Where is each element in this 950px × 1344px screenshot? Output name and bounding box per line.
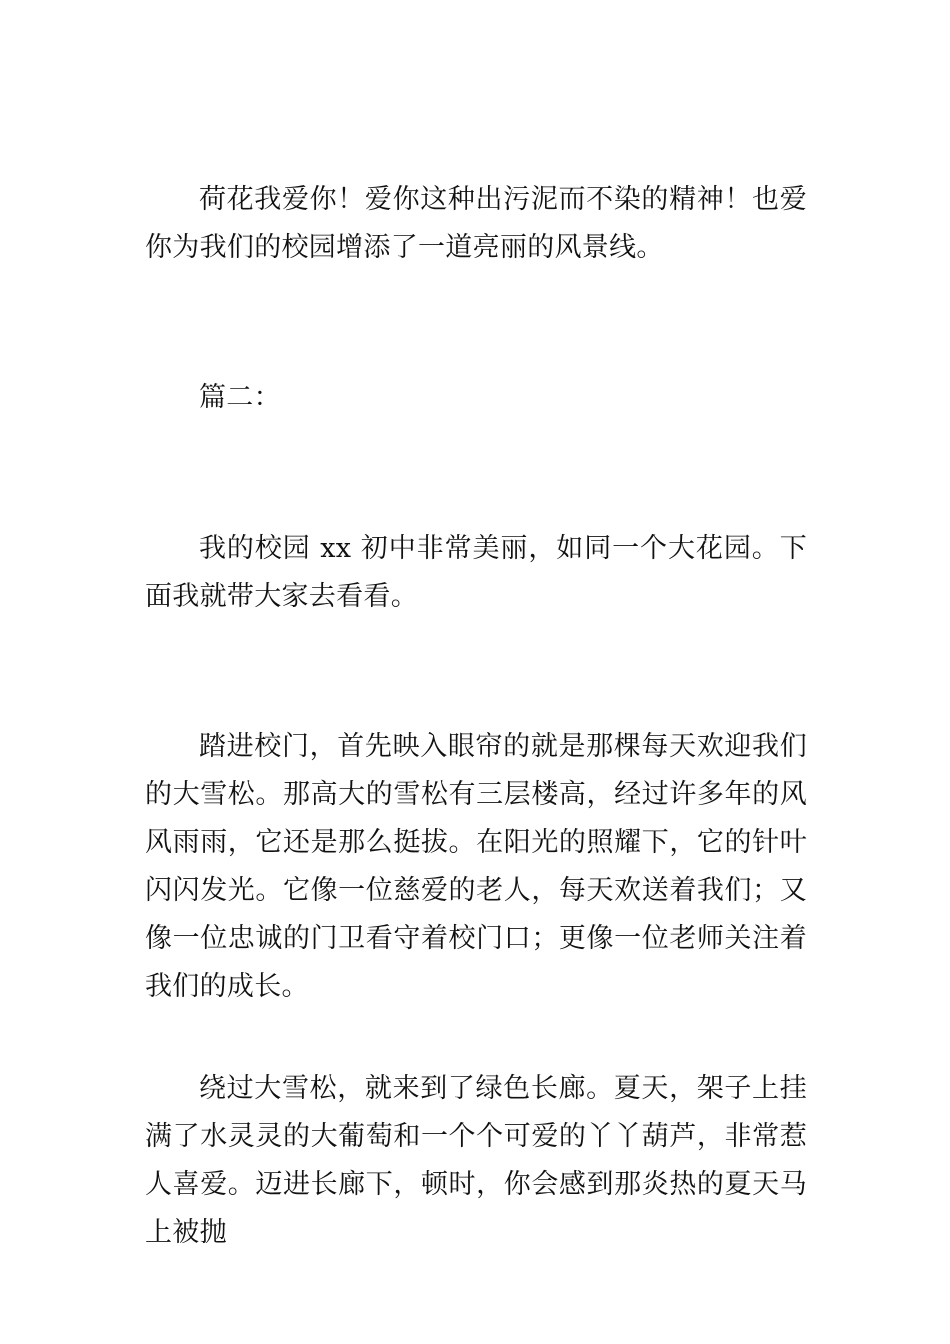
section-heading-part-two: 篇二： — [199, 382, 281, 413]
paragraph-lotus-conclusion: 荷花我爱你！爱你这种出污泥而不染的精神！也爱你为我们的校园增添了一道亮丽的风景线。 — [145, 184, 807, 263]
paragraph-campus-intro: 我的校园 xx 初中非常美丽，如同一个大花园。下面我就带大家去看看。 — [145, 533, 807, 612]
paragraph-cedar-tree: 踏进校门，首先映入眼帘的就是那棵每天欢迎我们的大雪松。那高大的雪松有三层楼高，经过许多年的风风雨雨，它还是那么挺拔。在阳光的照耀下，它的针叶闪闪发光。它像一位慈爱的老人，每天欢送着我们；又像一位忠诚的门卫看守着校门口；更像一位老师关注着我们的成长。 — [145, 731, 807, 1002]
paragraph-green-corridor: 绕过大雪松，就来到了绿色长廊。夏天，架子上挂满了水灵灵的大葡萄和一个个可爱的丫丫葫芦，非常惹人喜爱。迈进长廊下，顿时，你会感到那炎热的夏天马上被抛 — [145, 1073, 807, 1248]
